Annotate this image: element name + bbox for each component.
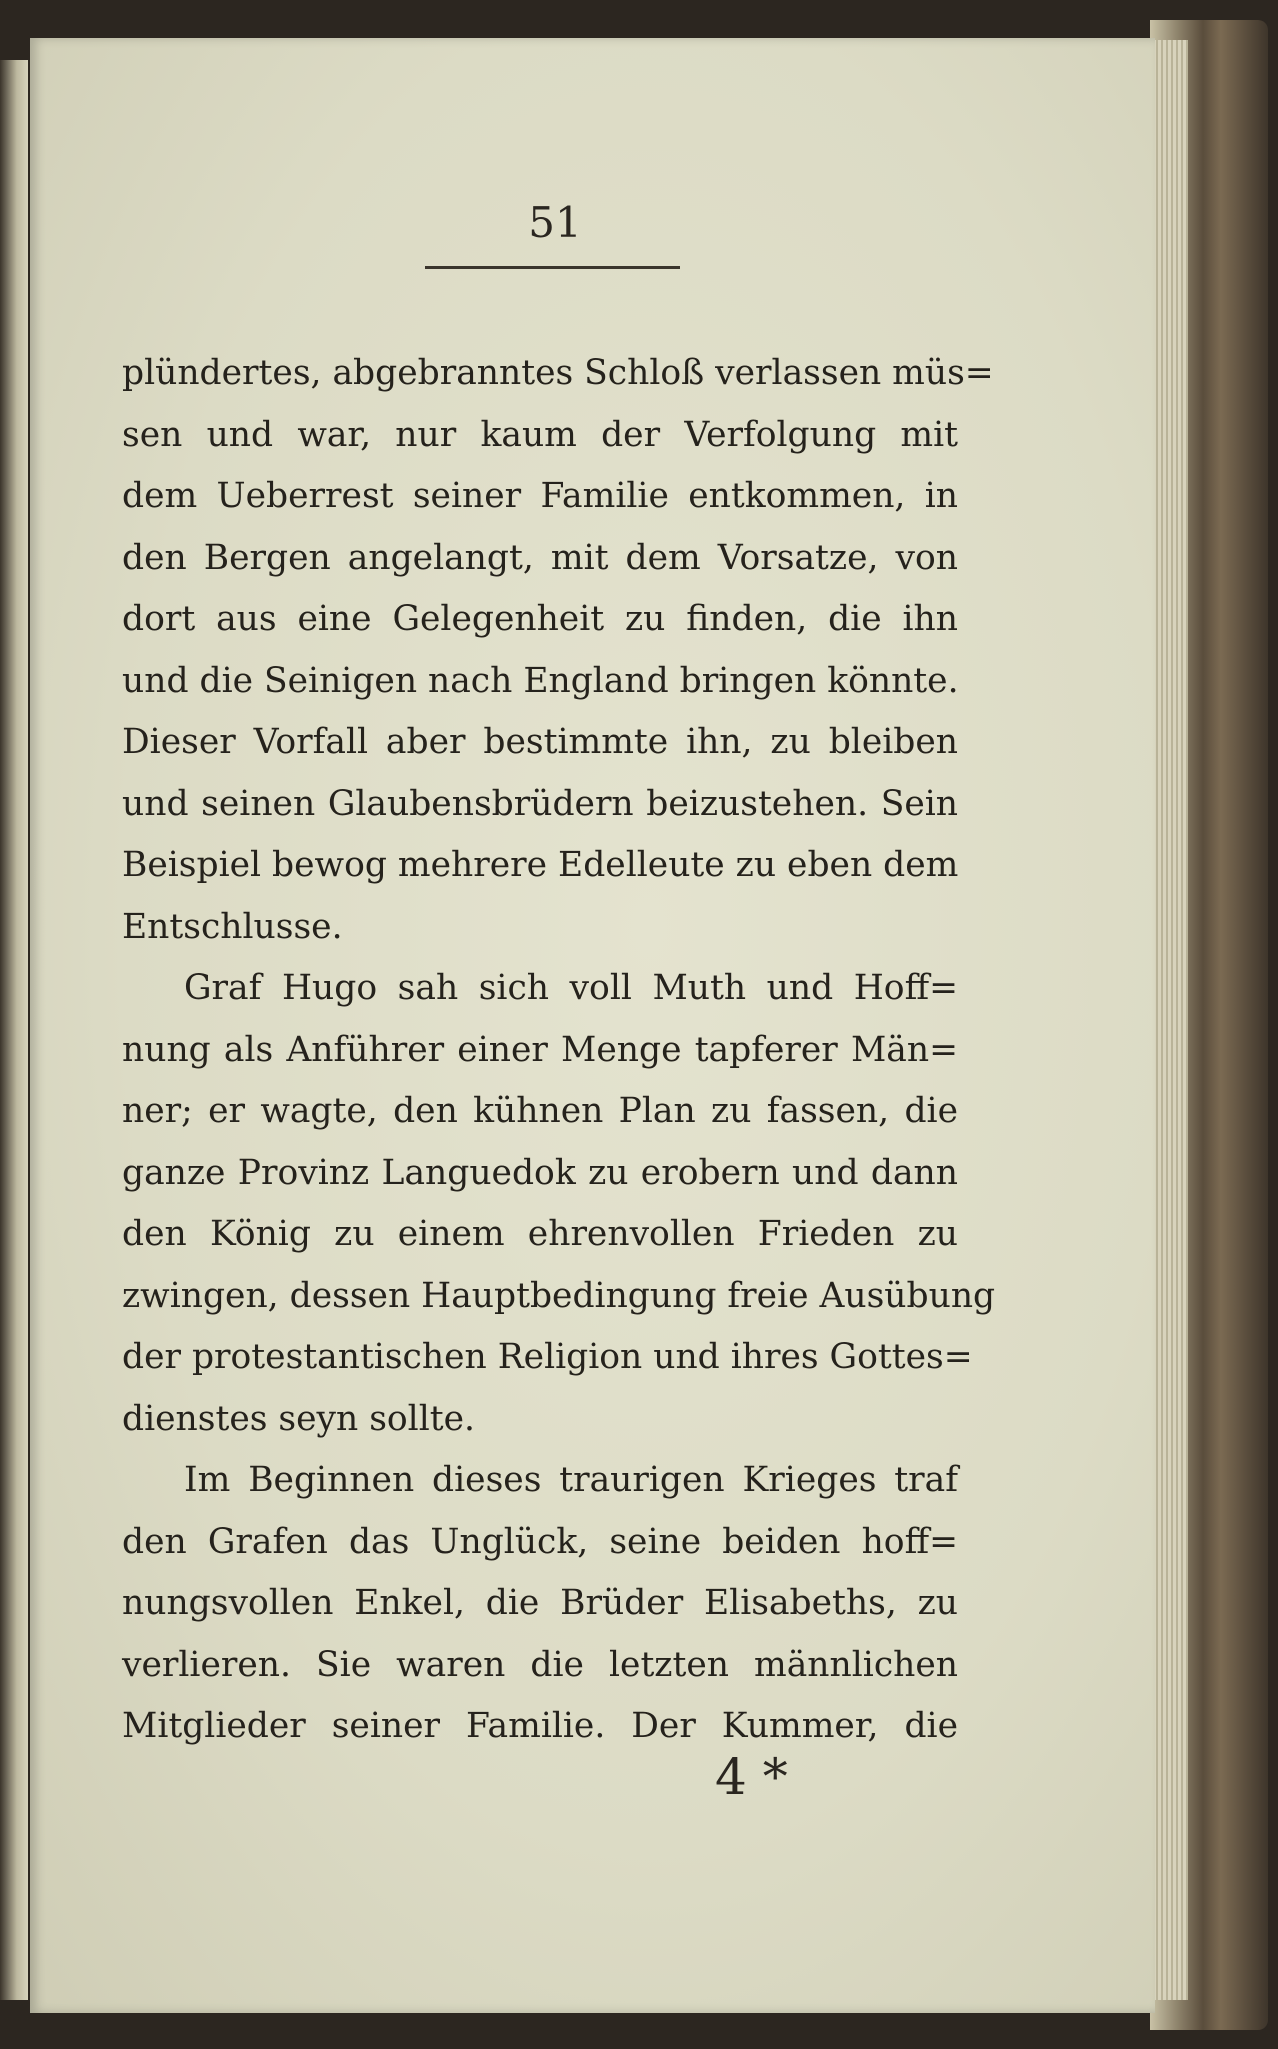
text-line: Im Beginnen dieses traurigen Krieges traf: [184, 1460, 958, 1500]
text-line: Dieser Vorfall aber bestimmte ihn, zu bleiben: [122, 722, 958, 762]
text-line: ner; er wagte, den kühnen Plan zu fassen, die: [122, 1091, 958, 1131]
text-line: den Bergen angelangt, mit dem Vorsatze, von: [122, 537, 958, 578]
signature-mark: 4 *: [715, 1748, 788, 1806]
text-line: Mitglieder seiner Familie. Der Kummer, die: [122, 1706, 958, 1746]
text-line: und seinen Glaubensbrüdern beizustehen. Sein: [122, 783, 958, 824]
text-line: Beispiel bewog mehrere Edelleute zu eben dem: [122, 845, 959, 885]
paragraph-1: [122, 343, 994, 958]
facing-page-edge: [0, 60, 28, 2000]
text-line: sen und war, nur kaum der Verfolgung mit: [122, 414, 958, 455]
text-line: ganze Provinz Languedok zu erobern und dann: [122, 1152, 958, 1193]
text-line: Entschlusse.: [122, 906, 343, 947]
paragraph-2: [122, 958, 996, 1450]
header-rule: [425, 266, 680, 269]
page-number: 51: [528, 198, 582, 247]
paragraph-3: [122, 1450, 958, 1758]
text-line: und die Seinigen nach England bringen könnte.: [122, 660, 959, 701]
text-line: dienstes seyn sollte.: [122, 1398, 476, 1439]
text-line: nung als Anführer einer Menge tapferer Män=: [122, 1029, 958, 1070]
text-line: nungsvollen Enkel, die Brüder Elisabeths, zu: [122, 1583, 958, 1623]
text-line: dort aus eine Gelegenheit zu finden, die ihn: [122, 599, 958, 639]
text-line: Graf Hugo sah sich voll Muth und Hoff=: [184, 968, 958, 1008]
text-line: plündertes, abgebranntes Schloß verlassen müs=: [122, 353, 994, 393]
text-line: den König zu einem ehrenvollen Frieden zu: [122, 1214, 958, 1254]
body-text: [122, 343, 996, 1758]
text-line: der protestantischen Religion und ihres Gottes=: [122, 1337, 973, 1377]
text-line: zwingen, dessen Hauptbedingung freie Ausübung: [122, 1275, 996, 1316]
book-page: [30, 38, 1155, 2013]
text-line: den Grafen das Unglück, seine beiden hoff=: [122, 1521, 958, 1562]
text-line: dem Ueberrest seiner Familie entkommen, in: [122, 476, 958, 516]
text-line: verlieren. Sie waren die letzten männlichen: [122, 1644, 958, 1685]
